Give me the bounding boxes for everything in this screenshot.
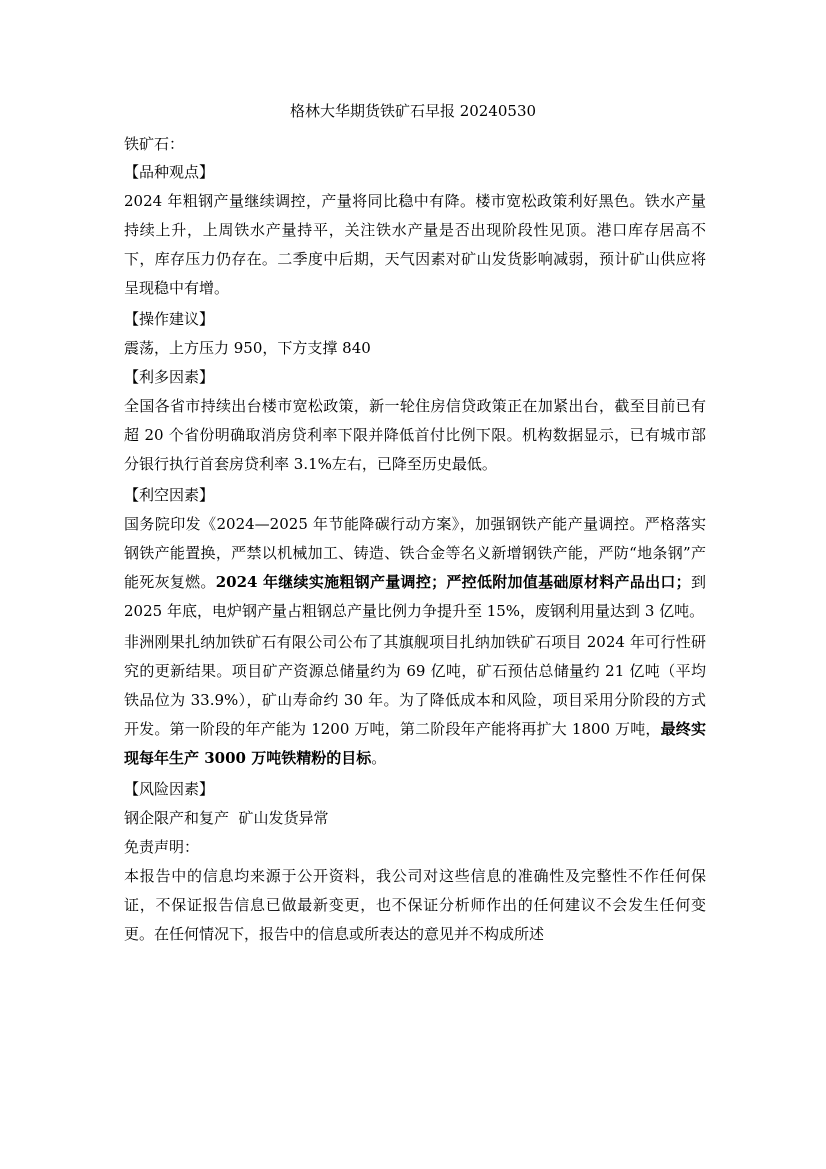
- advice-heading: 【操作建议】: [124, 309, 215, 328]
- bearish-p2-bold: 最终实现每年生产 3000 万吨铁精粉的目标: [124, 719, 706, 767]
- bearish-paragraph-2: [124, 628, 706, 773]
- report-body: [124, 131, 706, 951]
- view-heading: 【品种观点】: [124, 162, 215, 181]
- risk-paragraph: 钢企限产和复产 矿山发货异常: [124, 808, 329, 827]
- report-title: 格林大华期货铁矿石早报 20240530: [289, 102, 537, 120]
- disclaimer-heading: 免责声明：: [124, 837, 200, 856]
- view-paragraph: 2024 年粗钢产量继续调控，产量将同比稳中有降。楼市宽松政策利好黑色。铁水产量持续上升，上周铁水产量持平，关注铁水产量是否出现阶段性见顶。港口库存居高不下，库存压力仍存在。二季度中后期，天气因素对矿山发货影响减弱，预计矿山供应将呈现稳中有增。: [124, 191, 706, 297]
- bearish-heading: 【利空因素】: [124, 485, 215, 504]
- bearish-p1-bold: 2024 年继续实施粗钢产量调控；严控低附加值基础原材料产品出口；: [215, 572, 691, 591]
- subject-label: 铁矿石：: [124, 135, 185, 153]
- advice-paragraph: 震荡，上方压力 950，下方支撑 840: [124, 338, 371, 357]
- bearish-paragraph-1: [124, 510, 706, 626]
- bullish-paragraph: 全国各省市持续出台楼市宽松政策，新一轮住房信贷政策正在加紧出台，截至目前已有超 20 个省份明确取消房贷利率下限并降低首付比例下限。机构数据显示，已有城市部分银行执行首套房贷利率 3.1%左右，已降至历史最低。: [124, 396, 706, 473]
- bearish-p1-text-b: 到 2025 年底，电炉钢产量占粗钢总产量比例力争提升至 15%，废钢利用量达到 3 亿吨。: [124, 572, 706, 620]
- bearish-p2-end: 。: [371, 748, 387, 767]
- disclaimer-paragraph: 本报告中的信息均来源于公开资料，我公司对这些信息的准确性及完整性不作任何保证，不保证报告信息已做最新变更，也不保证分析师作出的任何建议不会发生任何变更。在任何情况下，报告中的信息或所表达的意见并不构成所述: [124, 866, 706, 943]
- risk-heading: 【风险因素】: [124, 779, 215, 798]
- bearish-p1-text-a: 国务院印发《2024—2025 年节能降碳行动方案》，加强钢铁产能产量调控。严格落实钢铁产能置换，严禁以机械加工、铸造、铁合金等名义新增钢铁产能，严防“地条钢”产能死灰复燃。: [124, 514, 706, 591]
- bullish-heading: 【利多因素】: [124, 367, 215, 386]
- bearish-p2-text-a: 非洲刚果扎纳加铁矿石有限公司公布了其旗舰项目扎纳加铁矿石项目 2024 年可行性研究的更新结果。项目矿产资源总储量约为 69 亿吨，矿石预估总储量约 21 亿吨（平均铁品位为 33.9%），矿山寿命约 30 年。为了降低成本和风险，项目采用分阶段的方式开发。第一阶段的年产能为 1200 万吨，第二阶段年产能将再扩大 1800 万吨，: [124, 632, 706, 738]
